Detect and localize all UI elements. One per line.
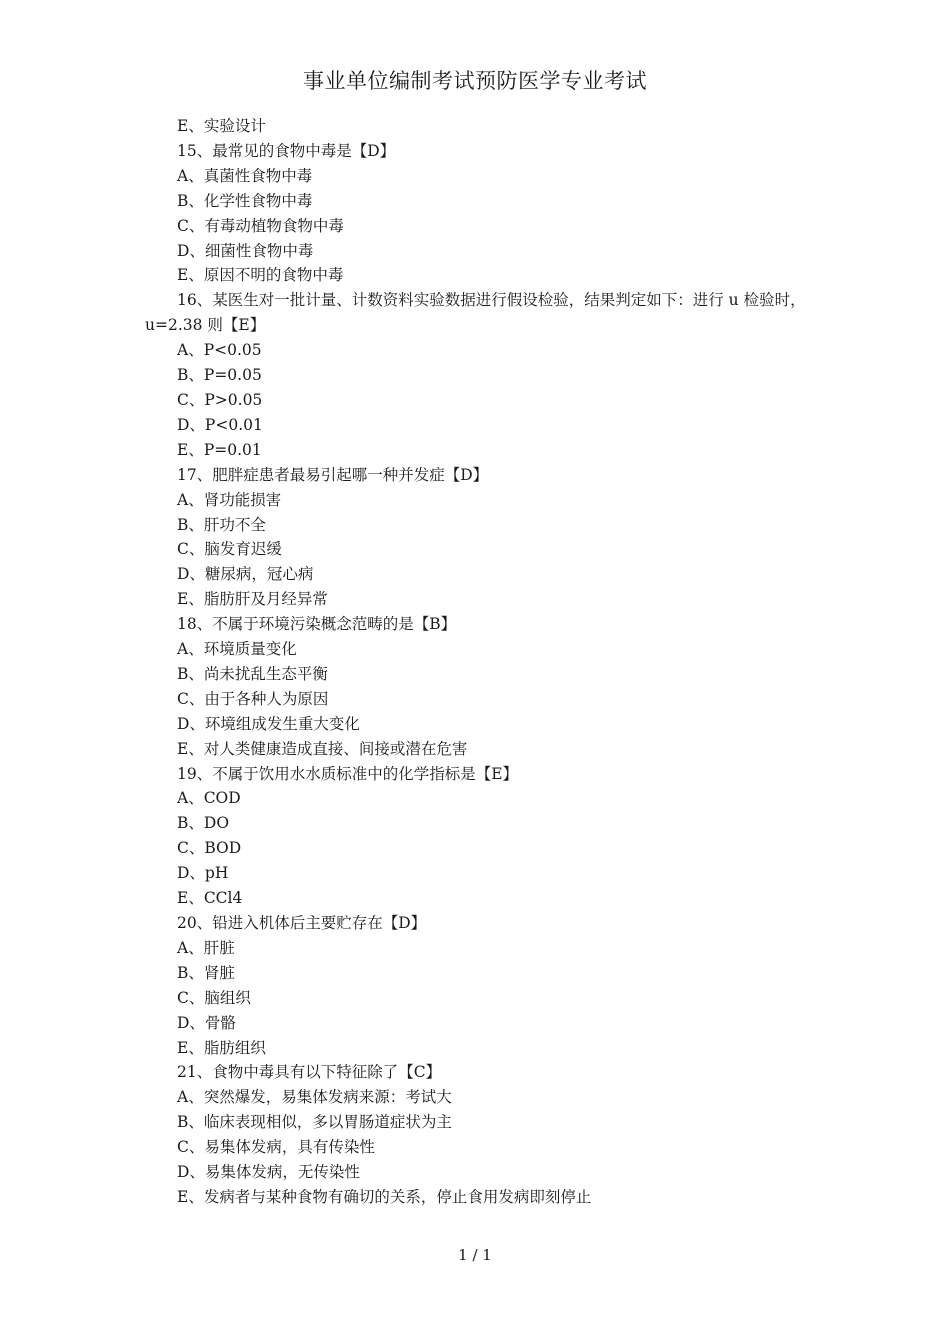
answer-option: B、肾脏	[177, 963, 235, 982]
question-text: 19、不属于饮用水水质标准中的化学指标是【E】	[177, 764, 519, 783]
answer-option: C、易集体发病，具有传染性	[177, 1138, 375, 1157]
answer-option: E、对人类健康造成直接、间接或潜在危害	[177, 739, 468, 758]
answer-option: D、骨骼	[177, 1013, 236, 1032]
answer-option: C、BOD	[177, 839, 242, 858]
answer-option: E、CCl4	[177, 889, 243, 908]
answer-option: C、脑组织	[177, 988, 251, 1007]
answer-option: A、肝脏	[177, 938, 235, 957]
answer-option: B、P=0.05	[177, 366, 262, 385]
answer-option: D、pH	[177, 864, 229, 883]
question-text: 17、肥胖症患者最易引起哪一种并发症【D】	[177, 465, 489, 484]
answer-option: D、易集体发病，无传染性	[177, 1163, 360, 1182]
answer-option: A、肾功能损害	[177, 490, 282, 509]
answer-option: B、DO	[177, 814, 230, 833]
answer-option: D、细菌性食物中毒	[177, 241, 314, 260]
answer-option: B、肝功不全	[177, 515, 266, 534]
answer-option: A、P<0.05	[177, 341, 262, 360]
answer-option: A、真菌性食物中毒	[177, 166, 313, 185]
answer-option: C、由于各种人为原因	[177, 689, 329, 708]
answer-option: E、发病者与某种食物有确切的关系，停止食用发病即刻停止	[177, 1187, 592, 1206]
answer-option: A、环境质量变化	[177, 640, 297, 659]
answer-option: D、环境组成发生重大变化	[177, 714, 360, 733]
question-text: 16、某医生对一批计量、计数资料实验数据进行假设检验，结果判定如下：进行 u 检验时，u=2.38 则【E】	[145, 291, 806, 335]
answer-option: B、化学性食物中毒	[177, 191, 313, 210]
answer-option: E、P=0.01	[177, 440, 262, 459]
question-text: 18、不属于环境污染概念范畴的是【B】	[177, 615, 457, 634]
question-text: 21、食物中毒具有以下特征除了【C】	[177, 1063, 442, 1082]
answer-option: D、P<0.01	[177, 415, 263, 434]
answer-option: B、尚未扰乱生态平衡	[177, 664, 328, 683]
answer-option: C、有毒动植物食物中毒	[177, 216, 344, 235]
answer-option: C、P>0.05	[177, 390, 263, 409]
answer-option: E、脂肪肝及月经异常	[177, 590, 328, 609]
answer-option: B、临床表现相似，多以胃肠道症状为主	[177, 1113, 452, 1132]
question-text: 20、铅进入机体后主要贮存在【D】	[177, 914, 427, 932]
answer-option: A、COD	[177, 789, 241, 808]
answer-option: E、原因不明的食物中毒	[177, 266, 344, 285]
answer-option: A、突然爆发，易集体发病来源：考试大	[177, 1088, 452, 1107]
page-number: 1 / 1	[458, 1246, 492, 1264]
answer-option: C、脑发育迟缓	[177, 540, 282, 559]
answer-option: E、实验设计	[177, 117, 266, 135]
answer-option: E、脂肪组织	[177, 1038, 266, 1057]
document-title: 事业单位编制考试预防医学专业考试	[303, 69, 647, 93]
answer-option: D、糖尿病，冠心病	[177, 565, 314, 584]
question-text: 15、最常见的食物中毒是【D】	[177, 141, 396, 160]
document-body	[145, 114, 810, 1210]
